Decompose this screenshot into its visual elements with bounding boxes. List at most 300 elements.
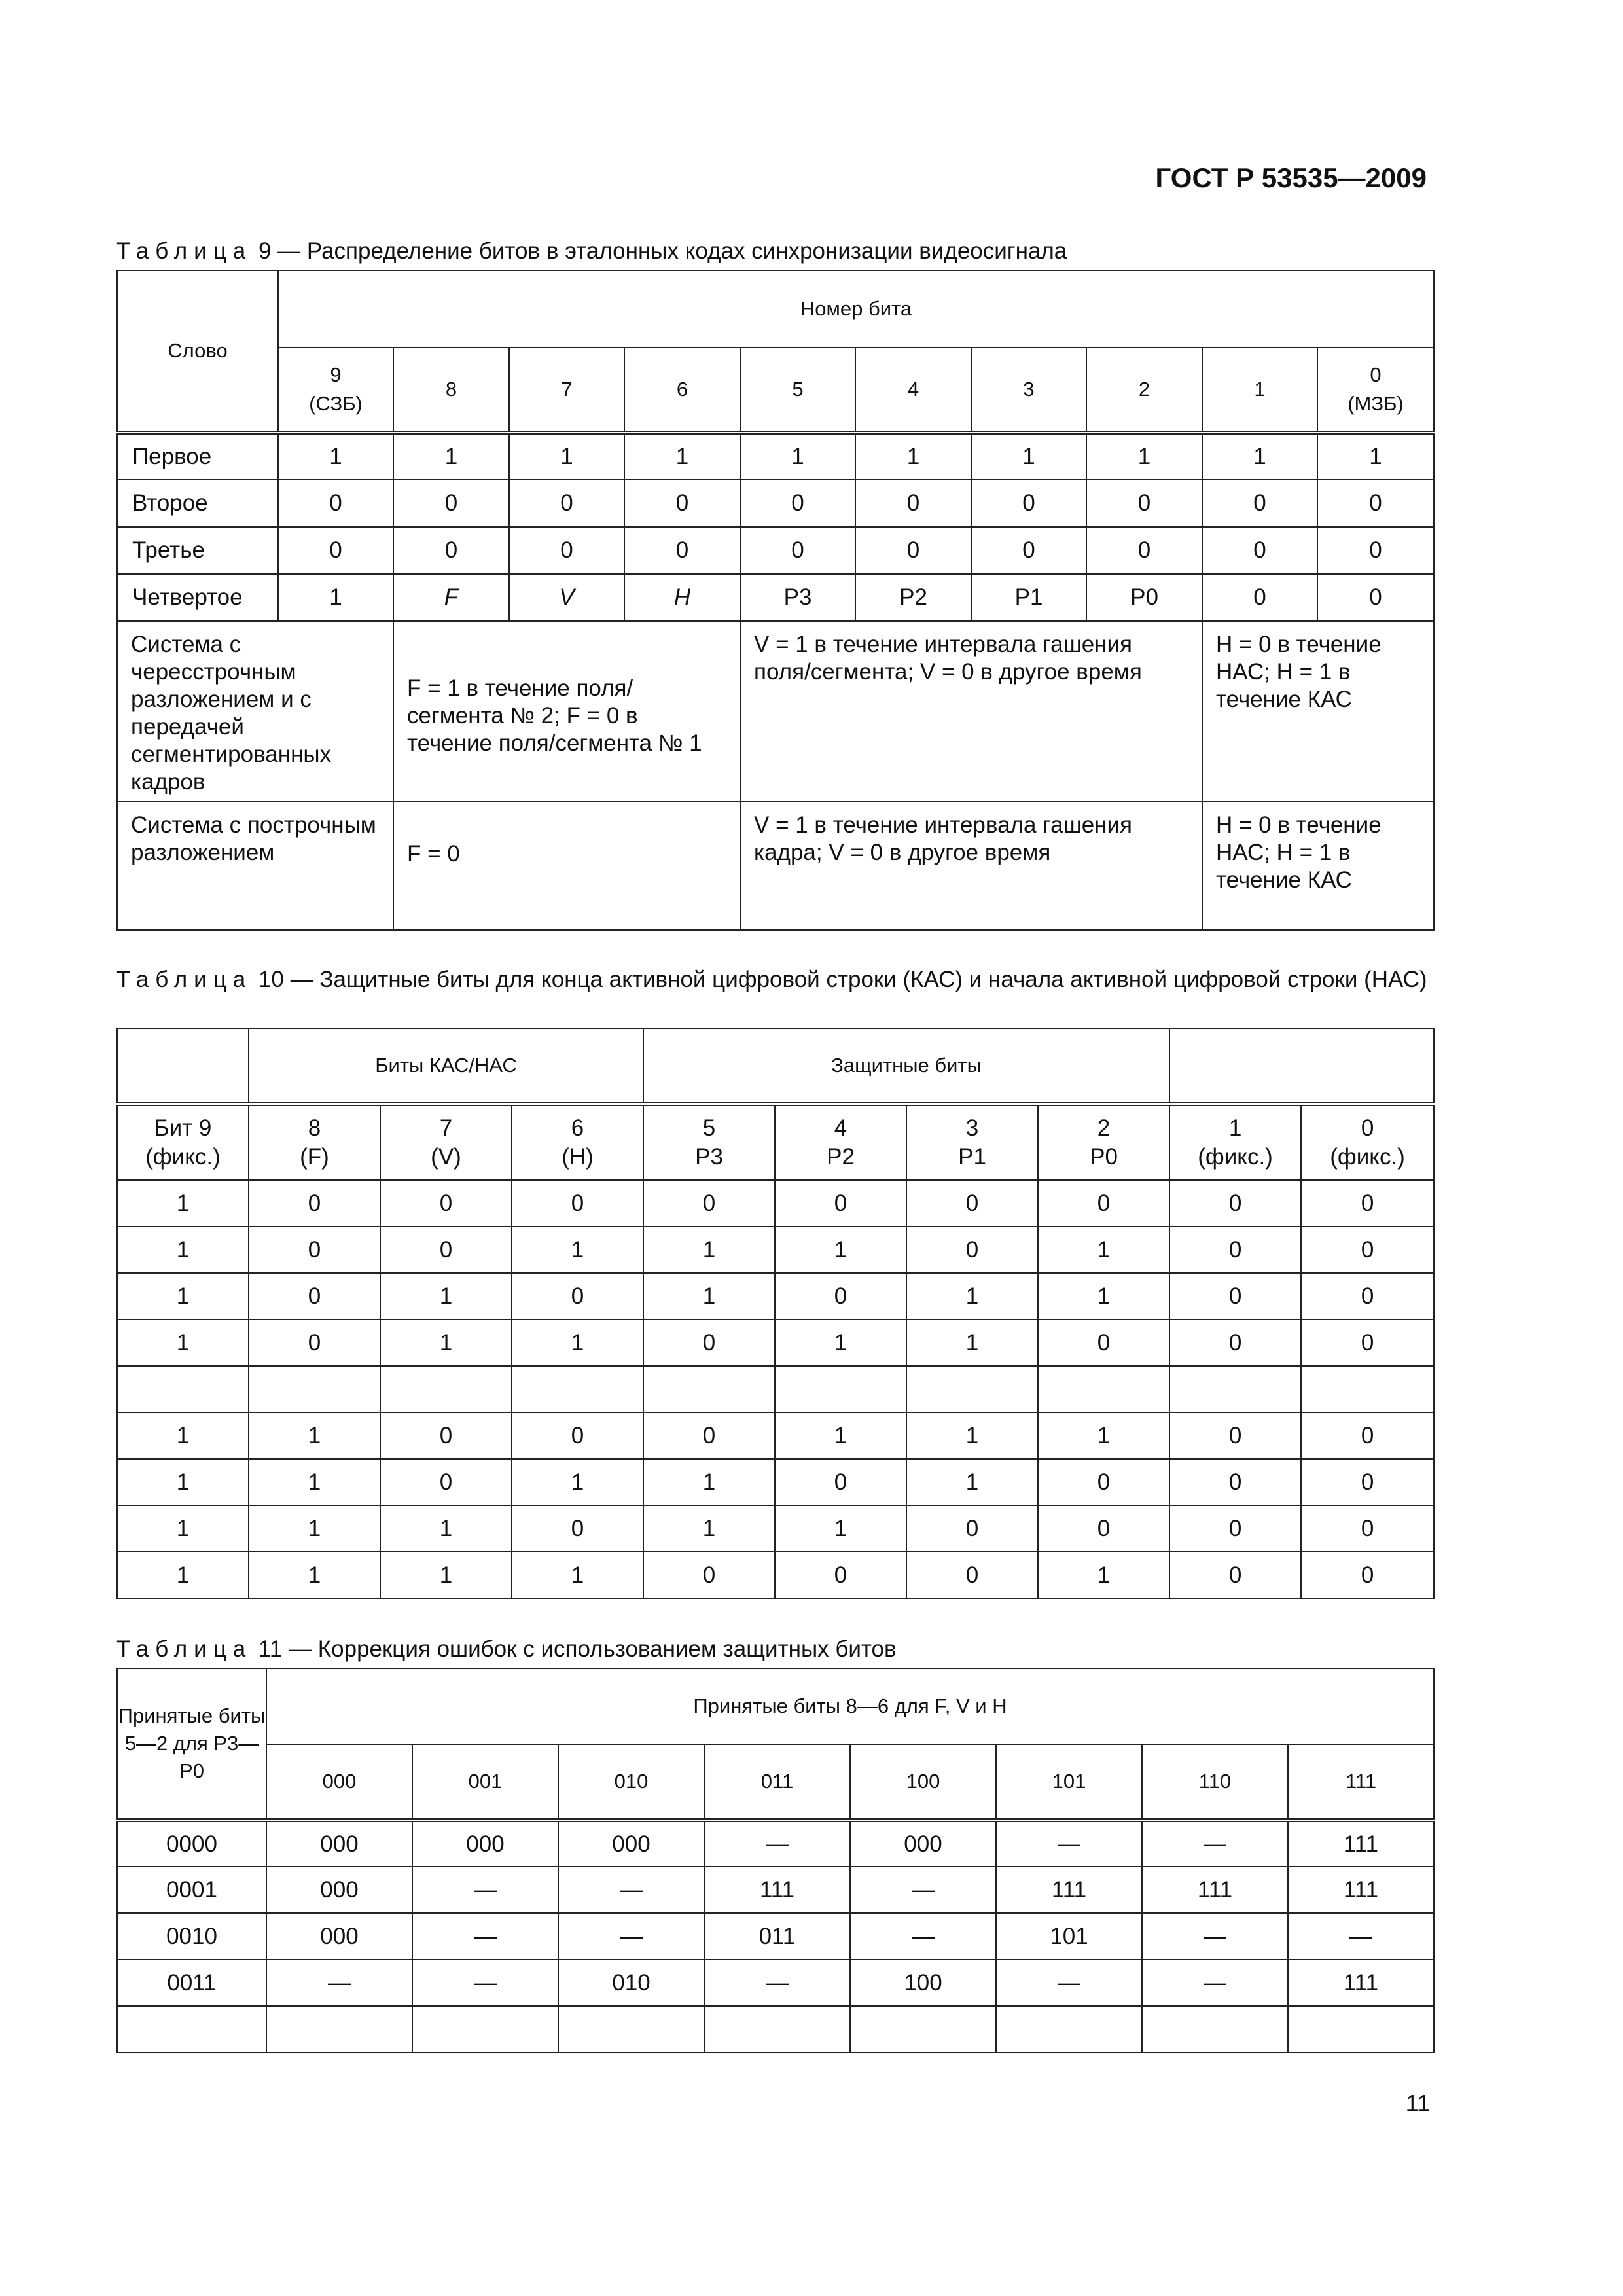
bit-col-header: [1086, 348, 1202, 433]
bit-cell: 0: [1301, 1505, 1434, 1552]
bit-cell: 0: [643, 1180, 775, 1227]
correction-cell: —: [412, 1867, 558, 1913]
bit-cell: 0: [1301, 1180, 1434, 1227]
bit-cell: 0: [393, 527, 509, 574]
bit-cell: 1: [643, 1227, 775, 1273]
bit-cell: [249, 1366, 380, 1412]
bit-cell: 1: [1038, 1227, 1169, 1273]
correction-cell: 111: [1288, 1960, 1434, 2006]
bit-col-header: [971, 348, 1086, 433]
bit-col-header: [740, 348, 855, 433]
table-row: [117, 1227, 1434, 1273]
table-row: [117, 2006, 1434, 2053]
bit-cell: 1: [1317, 433, 1434, 480]
row-label: Третье: [117, 527, 278, 574]
correction-cell: —: [850, 1867, 996, 1913]
bit-cell: 0: [775, 1552, 906, 1598]
correction-cell: —: [1142, 1960, 1288, 2006]
bit-cell: 1: [512, 1227, 643, 1273]
table-row: [117, 1459, 1434, 1505]
bit-number: 7: [561, 378, 573, 401]
bit-cell: 0: [1301, 1319, 1434, 1366]
table-row: [117, 1552, 1434, 1598]
bit-cell: 1: [775, 1412, 906, 1459]
bit-cell: 1: [117, 1459, 249, 1505]
bit-cell: P0: [1086, 574, 1202, 621]
table9-body: [117, 433, 1434, 621]
bit-num: 0: [1361, 1115, 1374, 1141]
bit-number: 3: [1023, 378, 1035, 401]
row-label: 0010: [117, 1913, 266, 1960]
bit-cell: [512, 1366, 643, 1412]
correction-cell: —: [704, 1820, 850, 1867]
bit-number: 5: [792, 378, 804, 401]
bit-cell: 0: [249, 1227, 380, 1273]
table9-caption: [116, 237, 1432, 266]
correction-cell: [1288, 2006, 1434, 2053]
correction-cell: 000: [850, 1820, 996, 1867]
correction-cell: [996, 2006, 1142, 2053]
bit-cell: 0: [1301, 1552, 1434, 1598]
bit-cell: 0: [740, 480, 855, 527]
correction-cell: —: [412, 1960, 558, 2006]
f-note: F = 0: [393, 802, 740, 930]
bit-num: 7: [439, 1115, 453, 1141]
table-row: [117, 433, 1434, 480]
bit-number: 8: [445, 378, 457, 401]
bit-number: 0: [1370, 363, 1382, 386]
bit-cell: 0: [906, 1505, 1038, 1552]
bit-role: (фикс.): [1198, 1144, 1273, 1170]
bit-col-header: [643, 1104, 775, 1180]
bit-cell: 0: [512, 1180, 643, 1227]
italic-symbol: H: [673, 584, 691, 610]
bit-cell: 0: [512, 1412, 643, 1459]
bit-number: 1: [1254, 378, 1266, 401]
h-note: H = 0 в течение НАС; H = 1 в течение КАС: [1202, 621, 1434, 802]
bit-cell: [643, 1366, 775, 1412]
bit-cell: 0: [855, 480, 971, 527]
row-label: Первое: [117, 433, 278, 480]
correction-cell: —: [704, 1960, 850, 2006]
table-row: [117, 1960, 1434, 2006]
table10-corner-cell: [117, 1028, 249, 1104]
correction-cell: 111: [1288, 1867, 1434, 1913]
bit-cell: 0: [380, 1459, 512, 1505]
correction-cell: [412, 2006, 558, 2053]
fvh-col-header: 001: [412, 1744, 558, 1820]
bit-cell: 0: [1038, 1459, 1169, 1505]
bit-cell: 0: [1317, 527, 1434, 574]
fvh-col-header: 011: [704, 1744, 850, 1820]
correction-cell: 111: [704, 1867, 850, 1913]
table9: [116, 270, 1435, 931]
bit-cell: 1: [775, 1319, 906, 1366]
table10-caption: [116, 965, 1432, 994]
correction-cell: 000: [412, 1820, 558, 1867]
bit-number-header: Номер бита: [278, 270, 1434, 348]
bit-cell: 1: [117, 1273, 249, 1319]
bit-cell: 0: [1169, 1227, 1301, 1273]
bit-cell: 1: [971, 433, 1086, 480]
bit-number: 4: [907, 378, 919, 401]
table-row: [117, 480, 1434, 527]
bit-cell: 1: [855, 433, 971, 480]
bit-num: 3: [965, 1115, 979, 1141]
correction-cell: —: [558, 1867, 704, 1913]
bit-cell: 0: [1301, 1412, 1434, 1459]
bit-cell: 0: [1169, 1459, 1301, 1505]
fvh-col-header: 111: [1288, 1744, 1434, 1820]
row-label: Второе: [117, 480, 278, 527]
v-note: V = 1 в течение интервала гашения кадра; V = 0 в другое время: [740, 802, 1202, 930]
bit-cell: 0: [1169, 1505, 1301, 1552]
fvh-col-header: 000: [266, 1744, 412, 1820]
bit-cell: [1038, 1366, 1169, 1412]
correction-cell: 100: [850, 1960, 996, 2006]
bit-cell: 0: [249, 1319, 380, 1366]
bit-cell: 1: [117, 1412, 249, 1459]
bit-role: P0: [1090, 1144, 1118, 1170]
bit-cell: 0: [1038, 1505, 1169, 1552]
table-row: [117, 1505, 1434, 1552]
bit-num: 8: [308, 1115, 321, 1141]
kas-nas-group-header: Биты КАС/НАС: [249, 1028, 643, 1104]
correction-cell: —: [558, 1913, 704, 1960]
table11-column-header-row: [117, 1744, 1434, 1820]
row-label: 0011: [117, 1960, 266, 2006]
bit-cell: 0: [775, 1459, 906, 1505]
bit-role: P3: [695, 1144, 723, 1170]
bit-cell: 1: [775, 1227, 906, 1273]
bit-cell: 1: [740, 433, 855, 480]
received-bits-8-6-header: Принятые биты 8—6 для F, V и H: [266, 1668, 1434, 1744]
bit-cell: 1: [1202, 433, 1317, 480]
bit-cell: 0: [380, 1180, 512, 1227]
correction-cell: —: [1142, 1913, 1288, 1960]
bit-cell: 1: [906, 1319, 1038, 1366]
table9-caption-text: 9 — Распределение битов в эталонных кодах синхронизации видеосигнала: [258, 238, 1067, 264]
bit-num: 5: [702, 1115, 716, 1141]
msb-note: (СЗБ): [309, 392, 363, 415]
bit-cell: 1: [117, 1552, 249, 1598]
bit-col-header: [1169, 1104, 1301, 1180]
bit-cell: P1: [971, 574, 1086, 621]
correction-cell: —: [996, 1820, 1142, 1867]
italic-symbol: F: [444, 584, 459, 610]
bit-col-header: [393, 348, 509, 433]
bit-col-header: [509, 348, 624, 433]
word-header: Слово: [117, 270, 278, 433]
bit-cell: 0: [906, 1227, 1038, 1273]
row-label: 0000: [117, 1820, 266, 1867]
bit-cell: [117, 1366, 249, 1412]
bit-cell: 0: [1317, 480, 1434, 527]
bit-cell: P3: [740, 574, 855, 621]
bit-cell: 0: [1202, 574, 1317, 621]
bit-cell: 1: [380, 1505, 512, 1552]
table10-caption-text: 10 — Защитные биты для конца активной цифровой строки (КАС) и начала активной цифровой строки (НАС): [258, 967, 1427, 992]
bit-cell: 0: [643, 1319, 775, 1366]
bit-col-header: [775, 1104, 906, 1180]
bit-cell: 1: [624, 433, 740, 480]
bit-cell: 0: [906, 1552, 1038, 1598]
fvh-col-header: 101: [996, 1744, 1142, 1820]
bit-cell: 0: [1169, 1319, 1301, 1366]
bit-cell: 1: [1038, 1412, 1169, 1459]
row-label: 0001: [117, 1867, 266, 1913]
system-note-row: [117, 621, 1434, 802]
bit-cell: 0: [512, 1273, 643, 1319]
table11-caption-label: Таблица: [116, 1636, 253, 1662]
bit-cell: [509, 574, 624, 621]
bit-role: (H): [562, 1144, 594, 1170]
italic-symbol: V: [559, 584, 575, 610]
bit-cell: 0: [278, 480, 393, 527]
correction-cell: 010: [558, 1960, 704, 2006]
table10-body: [117, 1180, 1434, 1598]
bit-cell: 1: [1038, 1552, 1169, 1598]
bit-cell: 1: [393, 433, 509, 480]
correction-cell: 000: [266, 1867, 412, 1913]
table-row: [117, 1366, 1434, 1412]
bit-cell: 1: [512, 1552, 643, 1598]
bit-cell: 1: [380, 1319, 512, 1366]
bit-cell: [775, 1366, 906, 1412]
bit-cell: 1: [1086, 433, 1202, 480]
bit-cell: [1169, 1366, 1301, 1412]
bit-cell: 0: [1086, 480, 1202, 527]
table-row: [117, 1273, 1434, 1319]
bit-role: (F): [300, 1144, 329, 1170]
table-row: [117, 1319, 1434, 1366]
page-number: 11: [1405, 2090, 1430, 2117]
correction-cell: —: [1288, 1913, 1434, 1960]
system-note-row: [117, 802, 1434, 930]
bit-cell: 1: [775, 1505, 906, 1552]
row-label: [117, 2006, 266, 2053]
correction-cell: —: [266, 1960, 412, 2006]
bit-cell: 1: [643, 1273, 775, 1319]
table11-caption: [116, 1635, 1432, 1664]
bit-col-header: [1301, 1104, 1434, 1180]
table11-body: [117, 1820, 1434, 2053]
bit-role: P1: [958, 1144, 986, 1170]
bit-cell: 1: [117, 1505, 249, 1552]
table-row: [117, 1913, 1434, 1960]
bit-role: (фикс.): [145, 1144, 221, 1170]
correction-cell: 101: [996, 1913, 1142, 1960]
row-label: Четвертое: [117, 574, 278, 621]
correction-cell: —: [996, 1960, 1142, 2006]
bit-col-header: [1038, 1104, 1169, 1180]
bit-cell: 0: [1169, 1412, 1301, 1459]
bit-num: 1: [1228, 1115, 1242, 1141]
bit-cell: 1: [1038, 1273, 1169, 1319]
correction-cell: 011: [704, 1913, 850, 1960]
bit-cell: [380, 1366, 512, 1412]
document-id: ГОСТ Р 53535—2009: [1155, 162, 1427, 193]
bit-num: 2: [1097, 1115, 1111, 1141]
bit-cell: 0: [775, 1273, 906, 1319]
correction-cell: —: [850, 1913, 996, 1960]
bit-cell: P2: [855, 574, 971, 621]
bit-cell: 1: [278, 433, 393, 480]
bit-cell: 0: [380, 1412, 512, 1459]
bit-cell: 0: [1169, 1552, 1301, 1598]
bit-cell: 0: [380, 1227, 512, 1273]
table10-empty-group-cell: [1169, 1028, 1434, 1104]
bit-number: 6: [676, 378, 688, 401]
system-name: Система с чересстрочным разложением и с передачей сегментированных кадров: [117, 621, 393, 802]
bit-cell: 0: [1038, 1180, 1169, 1227]
bit-role: P2: [827, 1144, 855, 1170]
bit-col-header: [855, 348, 971, 433]
bit-col-header: [249, 1104, 380, 1180]
bit-cell: 1: [380, 1552, 512, 1598]
table10-column-header-row: [117, 1104, 1434, 1180]
bit-cell: 0: [1301, 1459, 1434, 1505]
bit-cell: 0: [249, 1180, 380, 1227]
table10-caption-label: Таблица: [116, 967, 253, 992]
system-name: Система с построчным разложением: [117, 802, 393, 930]
bit-cell: 0: [1038, 1319, 1169, 1366]
bit-cell: 1: [117, 1180, 249, 1227]
correction-cell: 111: [1142, 1867, 1288, 1913]
table-row: [117, 1412, 1434, 1459]
fvh-col-header: 110: [1142, 1744, 1288, 1820]
table11-caption-text: 11 — Коррекция ошибок с использованием защитных битов: [258, 1636, 897, 1662]
bit-cell: 1: [906, 1459, 1038, 1505]
bit-cell: 0: [971, 480, 1086, 527]
bit-col-header: [512, 1104, 643, 1180]
bit-cell: 0: [971, 527, 1086, 574]
protect-bits-group-header: Защитные биты: [643, 1028, 1169, 1104]
bit-cell: 0: [775, 1180, 906, 1227]
bit-cell: 1: [906, 1412, 1038, 1459]
bit-cell: 1: [509, 433, 624, 480]
bit-cell: 0: [278, 527, 393, 574]
bit-col-header: [1317, 348, 1434, 433]
bit-cell: 0: [1301, 1273, 1434, 1319]
v-note: V = 1 в течение интервала гашения поля/сегмента; V = 0 в другое время: [740, 621, 1202, 802]
bit-cell: 0: [509, 527, 624, 574]
bit-cell: 1: [906, 1273, 1038, 1319]
bit-col-header: [278, 348, 393, 433]
bit-num: 6: [571, 1115, 584, 1141]
bit-cell: 0: [1169, 1273, 1301, 1319]
bit-col-header: [906, 1104, 1038, 1180]
bit-cell: 0: [509, 480, 624, 527]
bit-cell: 0: [1169, 1180, 1301, 1227]
correction-cell: [850, 2006, 996, 2053]
bit-cell: 0: [1317, 574, 1434, 621]
h-note: H = 0 в течение НАС; Н = 1 в течение КАС: [1202, 802, 1434, 930]
lsb-note: (МЗБ): [1347, 392, 1404, 415]
bit-cell: 0: [512, 1505, 643, 1552]
bit-cell: 1: [117, 1227, 249, 1273]
bit-cell: [906, 1366, 1038, 1412]
bit-cell: 0: [1301, 1227, 1434, 1273]
correction-cell: —: [412, 1913, 558, 1960]
f-note: F = 1 в течение поля/сегмента № 2; F = 0 в течение поля/сегмента № 1: [393, 621, 740, 802]
bit-number: 9: [330, 363, 342, 386]
bit-cell: 1: [249, 1412, 380, 1459]
bit-cell: [624, 574, 740, 621]
correction-cell: [1142, 2006, 1288, 2053]
received-bits-5-2-text: Принятые биты 5—2 для P3—P0: [118, 1704, 266, 1782]
bit-num: 4: [834, 1115, 847, 1141]
correction-cell: 000: [558, 1820, 704, 1867]
bit-cell: 0: [624, 527, 740, 574]
fvh-col-header: 010: [558, 1744, 704, 1820]
bit-cell: 0: [906, 1180, 1038, 1227]
bit-number: 2: [1138, 378, 1150, 401]
bit-cell: 0: [740, 527, 855, 574]
bit-cell: 1: [278, 574, 393, 621]
bit-cell: 1: [643, 1459, 775, 1505]
table-row: [117, 574, 1434, 621]
bit-cell: [1301, 1366, 1434, 1412]
table-row: [117, 1867, 1434, 1913]
bit-cell: 1: [249, 1552, 380, 1598]
table-row: [117, 1180, 1434, 1227]
bit-role: (V): [431, 1144, 461, 1170]
bit-cell: 1: [380, 1273, 512, 1319]
bit-cell: [393, 574, 509, 621]
bit-cell: 0: [643, 1552, 775, 1598]
table-row: [117, 527, 1434, 574]
bit-cell: 1: [512, 1319, 643, 1366]
bit-cell: 0: [1202, 527, 1317, 574]
bit-col-header: [380, 1104, 512, 1180]
table9-notes: [117, 621, 1434, 930]
bit-col-header: [117, 1104, 249, 1180]
bit-cell: 1: [512, 1459, 643, 1505]
bit-cell: 0: [1086, 527, 1202, 574]
table10: [116, 1028, 1435, 1599]
bit-cell: 0: [393, 480, 509, 527]
bit-cell: 0: [1202, 480, 1317, 527]
table11: [116, 1668, 1435, 2053]
fvh-col-header: 100: [850, 1744, 996, 1820]
correction-cell: 111: [996, 1867, 1142, 1913]
bit-cell: 1: [249, 1459, 380, 1505]
table-row: [117, 1820, 1434, 1867]
bit-cell: 1: [643, 1505, 775, 1552]
bit-cell: 0: [249, 1273, 380, 1319]
bit-cell: 1: [117, 1319, 249, 1366]
correction-cell: [558, 2006, 704, 2053]
bit-col-header: [624, 348, 740, 433]
correction-cell: 000: [266, 1820, 412, 1867]
bit-cell: 0: [624, 480, 740, 527]
bit-role: (фикс.): [1330, 1144, 1405, 1170]
bit-cell: 0: [855, 527, 971, 574]
bit-cell: 0: [643, 1412, 775, 1459]
correction-cell: 111: [1288, 1820, 1434, 1867]
bit-cell: 1: [249, 1505, 380, 1552]
bit-num: Бит 9: [154, 1115, 212, 1141]
correction-cell: —: [1142, 1820, 1288, 1867]
bit-col-header: [1202, 348, 1317, 433]
correction-cell: [704, 2006, 850, 2053]
table9-caption-label: Таблица: [116, 238, 253, 264]
correction-cell: [266, 2006, 412, 2053]
correction-cell: 000: [266, 1913, 412, 1960]
bit-number-row: [117, 348, 1434, 433]
received-bits-5-2-header: [117, 1668, 266, 1820]
